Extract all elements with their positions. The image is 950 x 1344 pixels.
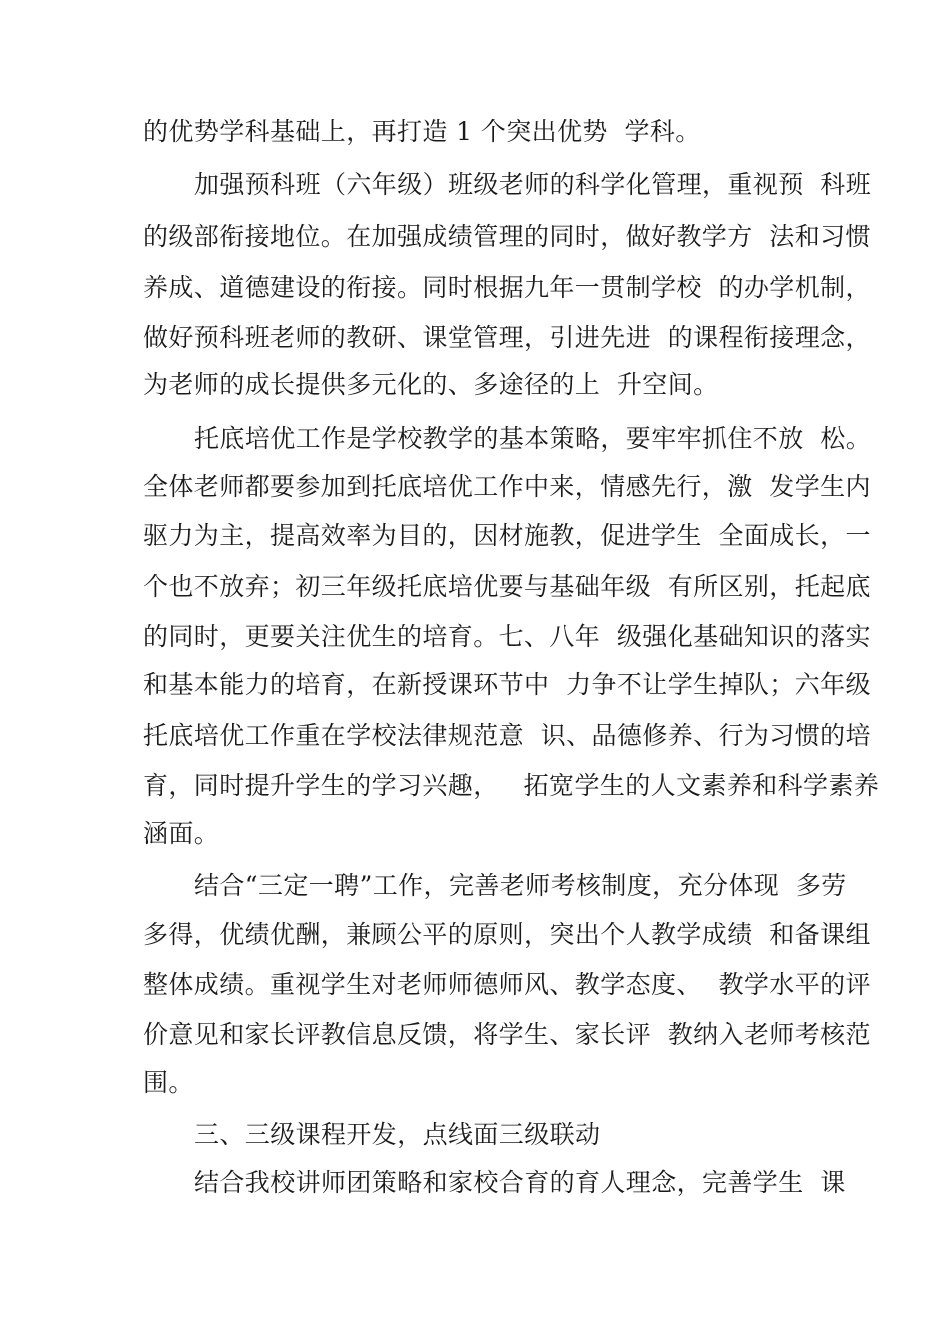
paragraph-start-line: 结合“三定一聘”工作，完善老师考核制度，充分体现 多劳 [194, 871, 847, 900]
section-heading: 三、三级课程开发，点线面三级联动 [194, 1120, 601, 1149]
text-line: 全体老师都要参加到托底培优工作中来，情感先行，激 发学生内 [143, 472, 871, 501]
text-line: 的优势学科基础上，再打造 1 个突出优势 学科。 [143, 117, 701, 146]
paragraph-start-line: 加强预科班（六年级）班级老师的科学化管理，重视预 科班 [194, 170, 872, 199]
text-line: 多得，优绩优酬，兼顾公平的原则，突出个人教学成绩 和备课组 [143, 920, 871, 949]
text-line: 为老师的成长提供多元化的、多途径的上 升空间。 [143, 370, 719, 399]
text-line: 和基本能力的培育，在新授课环节中 力争不让学生掉队；六年级 [143, 670, 871, 699]
text-line: 整体成绩。重视学生对老师师德师风、教学态度、 教学水平的评 [143, 970, 871, 999]
text-line: 托底培优工作重在学校法律规范意 识、品德修养、行为习惯的培 [143, 721, 871, 750]
text-line: 价意见和家长评教信息反馈，将学生、家长评 教纳入老师考核范 [143, 1020, 871, 1049]
text-line: 驱力为主，提高效率为目的，因材施教，促进学生 全面成长，一 [143, 521, 871, 550]
text-line: 的级部衔接地位。在加强成绩管理的同时，做好教学方 法和习惯 [143, 222, 871, 251]
text-line: 个也不放弃；初三年级托底培优要与基础年级 有所区别，托起底 [143, 572, 871, 601]
text-line: 的同时，更要关注优生的培育。七、八年 级强化基础知识的落实 [143, 622, 871, 651]
text-line: 涵面。 [143, 819, 220, 848]
text-line: 围。 [143, 1068, 194, 1097]
text-line: 做好预科班老师的教研、课堂管理，引进先进 的课程衔接理念， [143, 323, 871, 352]
text-line: 养成、道德建设的衔接。同时根据九年一贯制学校 的办学机制， [143, 273, 871, 302]
paragraph-start-line: 结合我校讲师团策略和家校合育的育人理念，完善学生 课 [194, 1168, 846, 1197]
text-line: 育，同时提升学生的学习兴趣， 拓宽学生的人文素养和科学素养 [143, 771, 880, 800]
paragraph-start-line: 托底培优工作是学校教学的基本策略，要牢牢抓住不放 松。 [194, 424, 872, 453]
